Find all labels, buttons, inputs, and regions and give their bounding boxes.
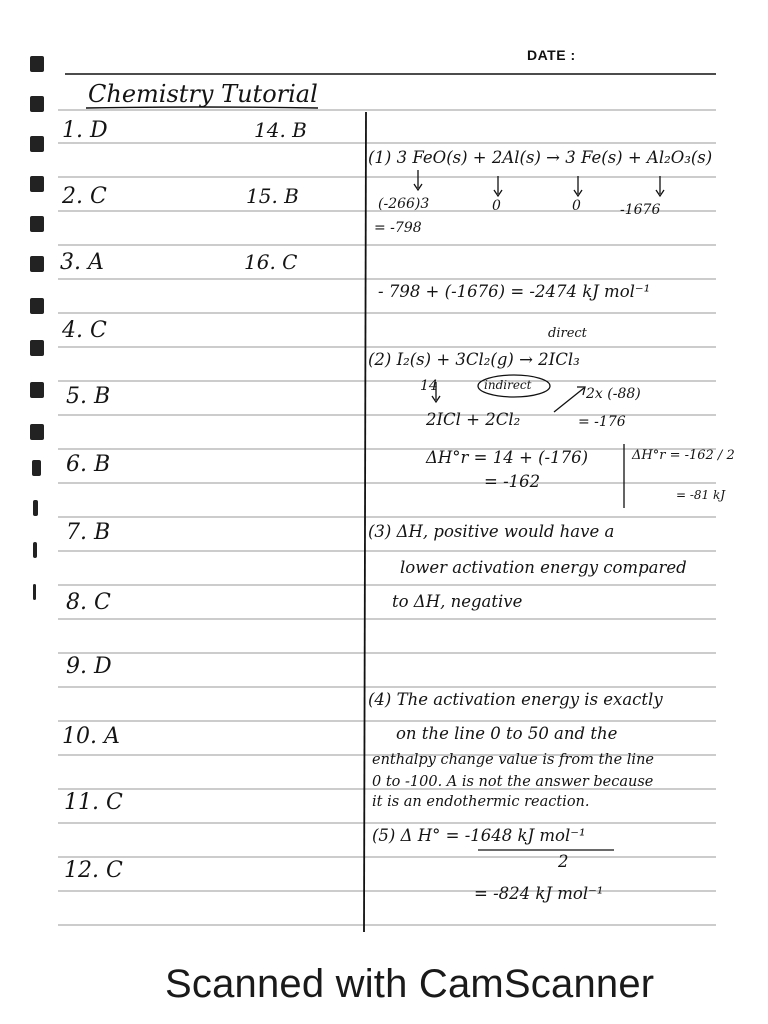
answer-item: 8. C xyxy=(66,590,111,615)
page-title: Chemistry Tutorial xyxy=(88,80,318,108)
answer-item: 2. C xyxy=(62,184,107,209)
q1-total: - 798 + (-1676) = -2474 kJ mol⁻¹ xyxy=(378,282,651,301)
q3-line: lower activation energy compared xyxy=(400,558,687,577)
q5-expression: (5) Δ H° = -1648 kJ mol⁻¹ xyxy=(372,826,586,845)
q4-line: (4) The activation energy is exactly xyxy=(368,690,663,709)
answer-item: 7. B xyxy=(66,520,111,545)
answer-item: 14. B xyxy=(254,118,307,142)
binder-hole xyxy=(30,176,44,192)
q1-product: = -798 xyxy=(374,220,422,236)
answer-item: 9. D xyxy=(66,654,112,679)
q2-intermediate: 2ICl + 2Cl₂ xyxy=(426,410,521,429)
answer-item: 5. B xyxy=(66,384,111,409)
binder-hole xyxy=(33,500,38,516)
q1-value: -1676 xyxy=(620,202,661,218)
q1-value: (-266)3 xyxy=(378,196,430,212)
q2-dh-result: = -162 xyxy=(484,472,541,491)
answer-item: 3. A xyxy=(60,250,104,275)
binder-hole xyxy=(33,542,37,558)
binder-hole xyxy=(30,56,44,72)
q2-half-result: = -81 kJ xyxy=(676,488,726,502)
q2-dh-expression: ΔH°r = 14 + (-176) xyxy=(426,448,589,467)
q5-denominator: 2 xyxy=(558,852,569,871)
binder-hole xyxy=(32,460,41,476)
q1-value: 0 xyxy=(492,198,501,214)
answer-item: 4. C xyxy=(62,318,107,343)
q4-line: it is an endothermic reaction. xyxy=(372,794,590,810)
date-label: DATE : xyxy=(527,47,576,63)
q2-step-value: 14 xyxy=(420,378,438,394)
q1-equation: (1) 3 FeO(s) + 2Al(s) → 3 Fe(s) + Al₂O₃(s) xyxy=(368,148,713,167)
binder-hole xyxy=(33,584,36,600)
binder-hole xyxy=(30,424,44,440)
q2-equation: (2) I₂(s) + 3Cl₂(g) → 2ICl₃ xyxy=(368,350,580,369)
answer-item: 11. C xyxy=(64,790,123,815)
q4-line: enthalpy change value is from the line xyxy=(372,752,654,768)
q4-line: 0 to -100. A is not the answer because xyxy=(372,774,654,790)
answer-item: 6. B xyxy=(66,452,111,477)
q3-line: to ΔH, negative xyxy=(392,592,523,611)
answer-item: 10. A xyxy=(62,724,120,749)
q4-line: on the line 0 to 50 and the xyxy=(396,724,618,743)
camscanner-watermark: Scanned with CamScanner xyxy=(165,962,655,1006)
binder-hole xyxy=(30,298,44,314)
answer-item: 1. D xyxy=(62,118,108,143)
answer-item: 15. B xyxy=(246,184,299,208)
q3-line: (3) ΔH, positive would have a xyxy=(368,522,615,541)
binder-hole xyxy=(30,136,44,152)
q2-calc-result: = -176 xyxy=(578,414,626,430)
q2-indirect-label: indirect xyxy=(484,378,532,392)
binder-hole xyxy=(30,382,44,398)
q5-result: = -824 kJ mol⁻¹ xyxy=(474,884,604,903)
binder-hole xyxy=(30,216,44,232)
q1-value: 0 xyxy=(572,198,581,214)
binder-hole xyxy=(30,256,44,272)
q2-direct-label: direct xyxy=(548,326,587,341)
answer-item: 16. C xyxy=(244,250,298,274)
q2-half-expression: ΔH°r = -162 / 2 xyxy=(632,448,735,463)
binder-hole xyxy=(30,340,44,356)
binder-hole xyxy=(30,96,44,112)
answer-item: 12. C xyxy=(64,858,123,883)
q2-calc: 2x (-88) xyxy=(586,386,641,402)
